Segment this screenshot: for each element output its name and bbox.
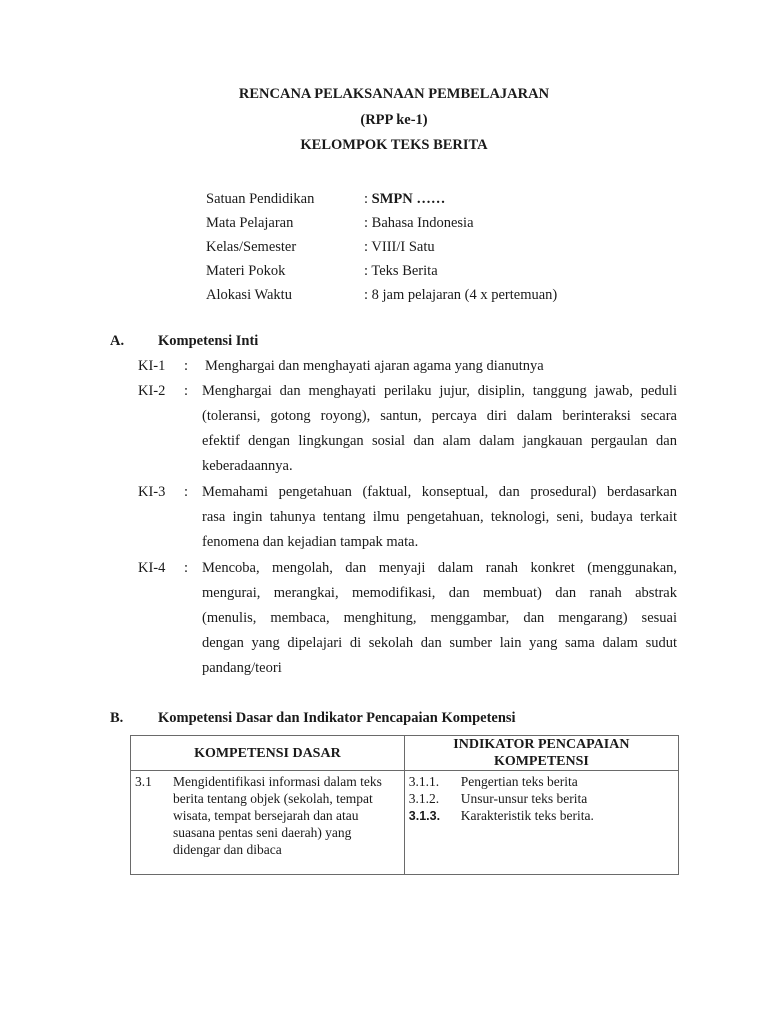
indicator-number: 3.1.1. — [408, 774, 440, 789]
info-value — [364, 215, 474, 232]
ki-colon: : — [184, 383, 189, 399]
info-label: Mata Pelajaran — [206, 215, 294, 231]
ki-line: (menulis, membaca, menghitung, menggambar, dan mengarang) sesuai — [202, 610, 677, 626]
ki-line: efektif dengan lingkungan sosial dan alam dalam jangkauan pergaulan dan — [202, 433, 677, 449]
info-value — [364, 263, 438, 280]
info-value — [364, 287, 557, 304]
info-value-text: Bahasa Indonesia — [371, 215, 474, 231]
ki-description — [202, 379, 677, 479]
ki-line: Menghargai dan menghayati ajaran agama yang dianutnya — [205, 358, 544, 374]
ki-colon: : — [184, 560, 189, 576]
document-subtitle-rpp: (RPP ke-1) — [360, 112, 428, 128]
info-value-text: Teks Berita — [371, 263, 438, 279]
indicator-item — [409, 790, 674, 807]
kd-cell — [131, 771, 405, 875]
info-colon: : — [364, 215, 372, 231]
indicator-cell — [404, 771, 678, 875]
indicator-number: 3.1.2. — [408, 791, 440, 806]
ki-code: KI-3 — [138, 484, 166, 500]
ki-line: Mencoba, mengolah, dan menyaji dalam ranah konkret (menggunakan, — [202, 560, 677, 576]
ki-code: KI-2 — [138, 383, 166, 399]
info-colon: : — [364, 191, 372, 207]
ki-line: Memahami pengetahuan (faktual, konseptual, dan prosedural) berdasarkan — [202, 484, 677, 500]
info-colon: : — [364, 239, 372, 255]
ki-line: mengurai, merangkai, memodifikasi, dan membuat) dan ranah abstrak — [202, 585, 677, 601]
info-colon: : — [364, 263, 372, 279]
info-value-text: 8 jam pelajaran (4 x pertemuan) — [371, 287, 558, 303]
section-b-letter: B. — [110, 710, 124, 726]
table-row — [131, 771, 679, 875]
info-label: Materi Pokok — [206, 263, 286, 279]
info-value-text: VIII/I Satu — [371, 239, 435, 255]
ki-code: KI-4 — [138, 560, 166, 576]
ki-description — [202, 556, 677, 681]
ki-line: keberadaannya. — [202, 458, 293, 474]
document-title: RENCANA PELAKSANAAN PEMBELAJARAN — [238, 86, 550, 102]
indicator-text: Unsur-unsur teks berita — [460, 791, 588, 806]
header-kompetensi-dasar: KOMPETENSI DASAR — [131, 736, 405, 771]
header-indikator: INDIKATOR PENCAPAIAN KOMPETENSI — [404, 736, 678, 771]
info-value — [364, 239, 435, 256]
ki-description — [205, 354, 680, 379]
section-a-letter: A. — [110, 333, 125, 349]
info-label: Alokasi Waktu — [206, 287, 292, 303]
info-colon: : — [364, 287, 372, 303]
section-b-title: Kompetensi Dasar dan Indikator Pencapaian Kompetensi — [158, 710, 516, 726]
kd-number: 3.1 — [135, 774, 152, 789]
ki-line: pandang/teori — [202, 660, 282, 676]
ki-line: dengan yang dipelajari di sekolah dan sumber lain yang sama dalam sudut — [202, 635, 677, 651]
ki-line: (toleransi, gotong royong), santun, percaya diri dalam berinteraksi secara — [202, 408, 677, 424]
indicator-text: Pengertian teks berita — [460, 774, 578, 789]
ki-line: Menghargai dan menghayati perilaku jujur, disiplin, tanggung jawab, peduli — [202, 383, 677, 399]
indicator-item — [409, 807, 674, 825]
ki-code: KI-1 — [138, 358, 166, 374]
info-label: Satuan Pendidikan — [206, 191, 315, 207]
info-label: Kelas/Semester — [206, 239, 297, 255]
ki-line: fenomena dan kejadian tampak mata. — [202, 534, 419, 550]
indicator-text: Karakteristik teks berita. — [460, 808, 594, 823]
document-subtitle-group: KELOMPOK TEKS BERITA — [300, 137, 488, 153]
kd-text: Mengidentifikasi informasi dalam teks berita tentang objek (sekolah, tempat wisata, tempat bersejarah dan atau suasana pentas seni daerah) yang didengar dan dibaca — [173, 774, 382, 857]
info-value-text: SMPN …… — [371, 191, 446, 207]
competency-table — [130, 735, 679, 875]
ki-colon: : — [184, 484, 189, 500]
indicator-number: 3.1.3. — [408, 809, 441, 823]
ki-description — [202, 480, 677, 555]
table-header-row — [131, 736, 679, 771]
info-value — [364, 191, 445, 208]
ki-colon: : — [184, 358, 189, 374]
section-a-title: Kompetensi Inti — [158, 333, 259, 349]
indicator-item — [409, 773, 674, 790]
ki-line: rasa ingin tahunya tentang ilmu pengetahuan, teknologi, seni, budaya terkait — [202, 509, 677, 525]
